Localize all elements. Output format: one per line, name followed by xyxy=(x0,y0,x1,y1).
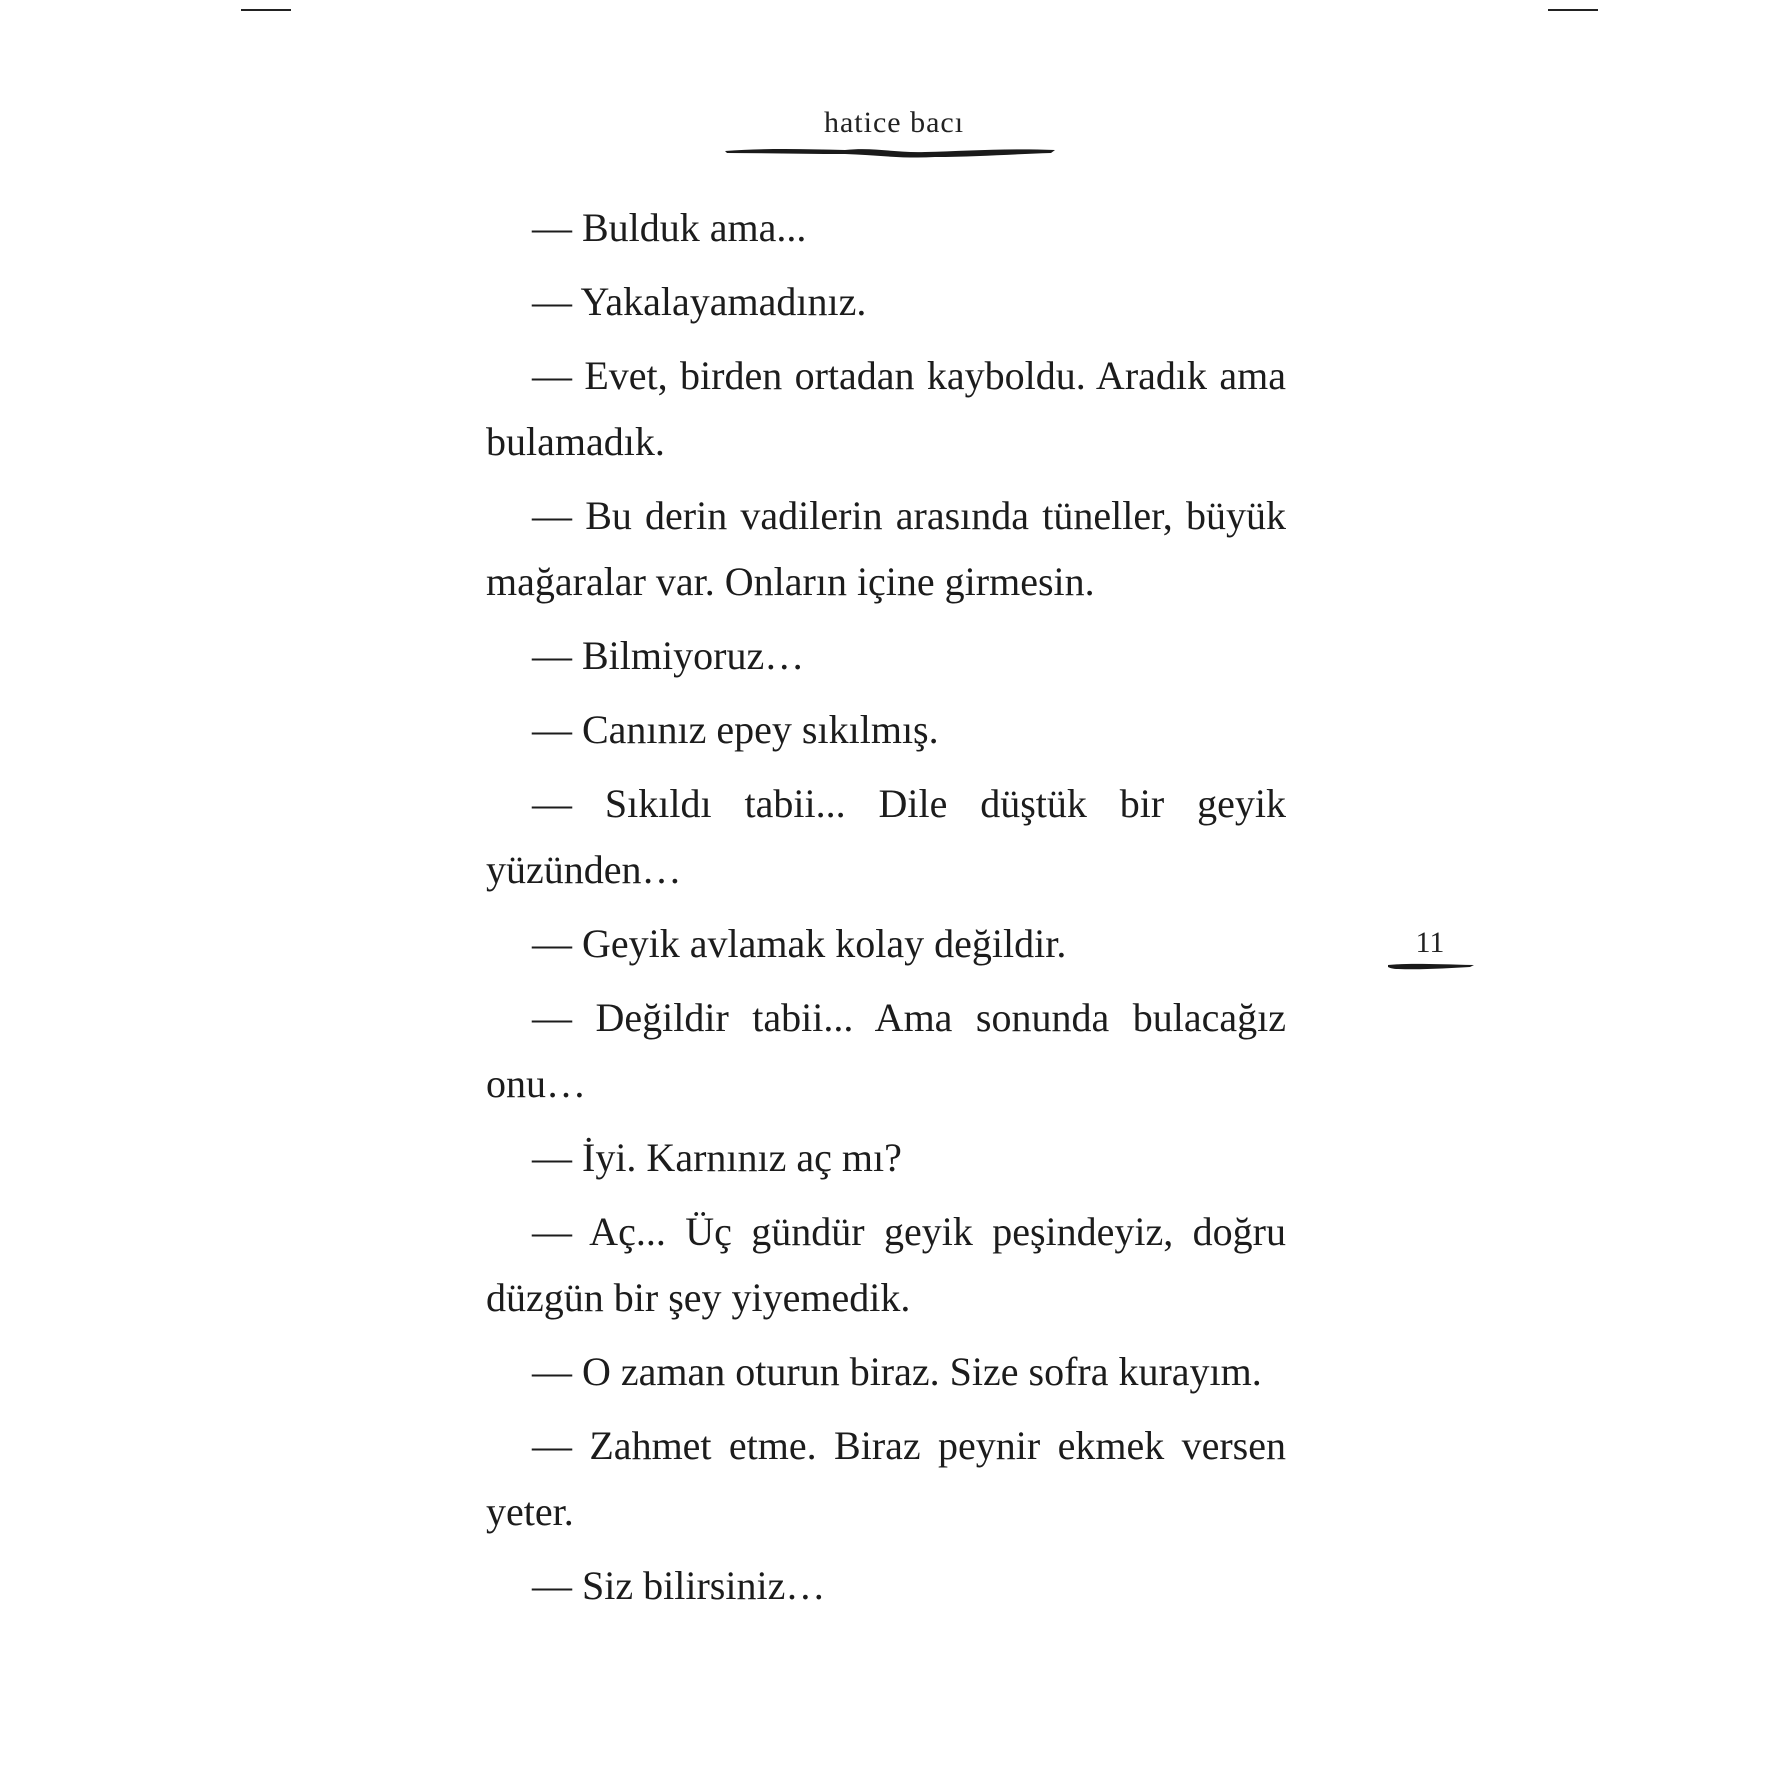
dialogue-paragraph: — Sıkıldı tabii... Dile düştük bir geyik yüzünden… xyxy=(486,781,1286,892)
dialogue-paragraph: — O zaman oturun biraz. Size sofra kurayım. xyxy=(532,1349,1262,1394)
dialogue-paragraph: — Değildir tabii... Ama sonunda bulacağız onu… xyxy=(486,995,1286,1106)
page-number: 11 xyxy=(1415,926,1445,959)
dialogue-paragraph: — Aç... Üç gündür geyik peşindeyiz, doğru düzgün bir şey yiyemedik. xyxy=(486,1209,1286,1320)
running-head: hatice bacı xyxy=(823,106,965,139)
crop-mark-right xyxy=(1548,9,1598,11)
dialogue-paragraph: — Siz bilirsiniz… xyxy=(532,1563,826,1608)
dialogue-paragraph: — Bulduk ama... xyxy=(532,205,807,250)
crop-mark-left xyxy=(241,9,291,11)
dialogue-paragraph: — Canınız epey sıkılmış. xyxy=(532,707,939,752)
dialogue-paragraph: — Zahmet etme. Biraz peynir ekmek versen yeter. xyxy=(486,1423,1286,1534)
dialogue-paragraph: — Geyik avlamak kolay değildir. xyxy=(532,921,1067,966)
header-brush-stroke xyxy=(725,145,1055,161)
page-number-brush-stroke xyxy=(1388,960,1474,972)
dialogue-paragraph: — Bilmiyoruz… xyxy=(532,633,805,678)
dialogue-paragraph: — İyi. Karnınız aç mı? xyxy=(532,1135,902,1180)
dialogue-paragraph: — Bu derin vadilerin arasında tüneller, büyük mağaralar var. Onların içine girmesin. xyxy=(486,493,1286,604)
dialogue-paragraph: — Yakalayamadınız. xyxy=(532,279,867,324)
body-text xyxy=(486,195,1286,1627)
dialogue-paragraph: — Evet, birden ortadan kayboldu. Aradık ama bulamadık. xyxy=(486,353,1286,464)
